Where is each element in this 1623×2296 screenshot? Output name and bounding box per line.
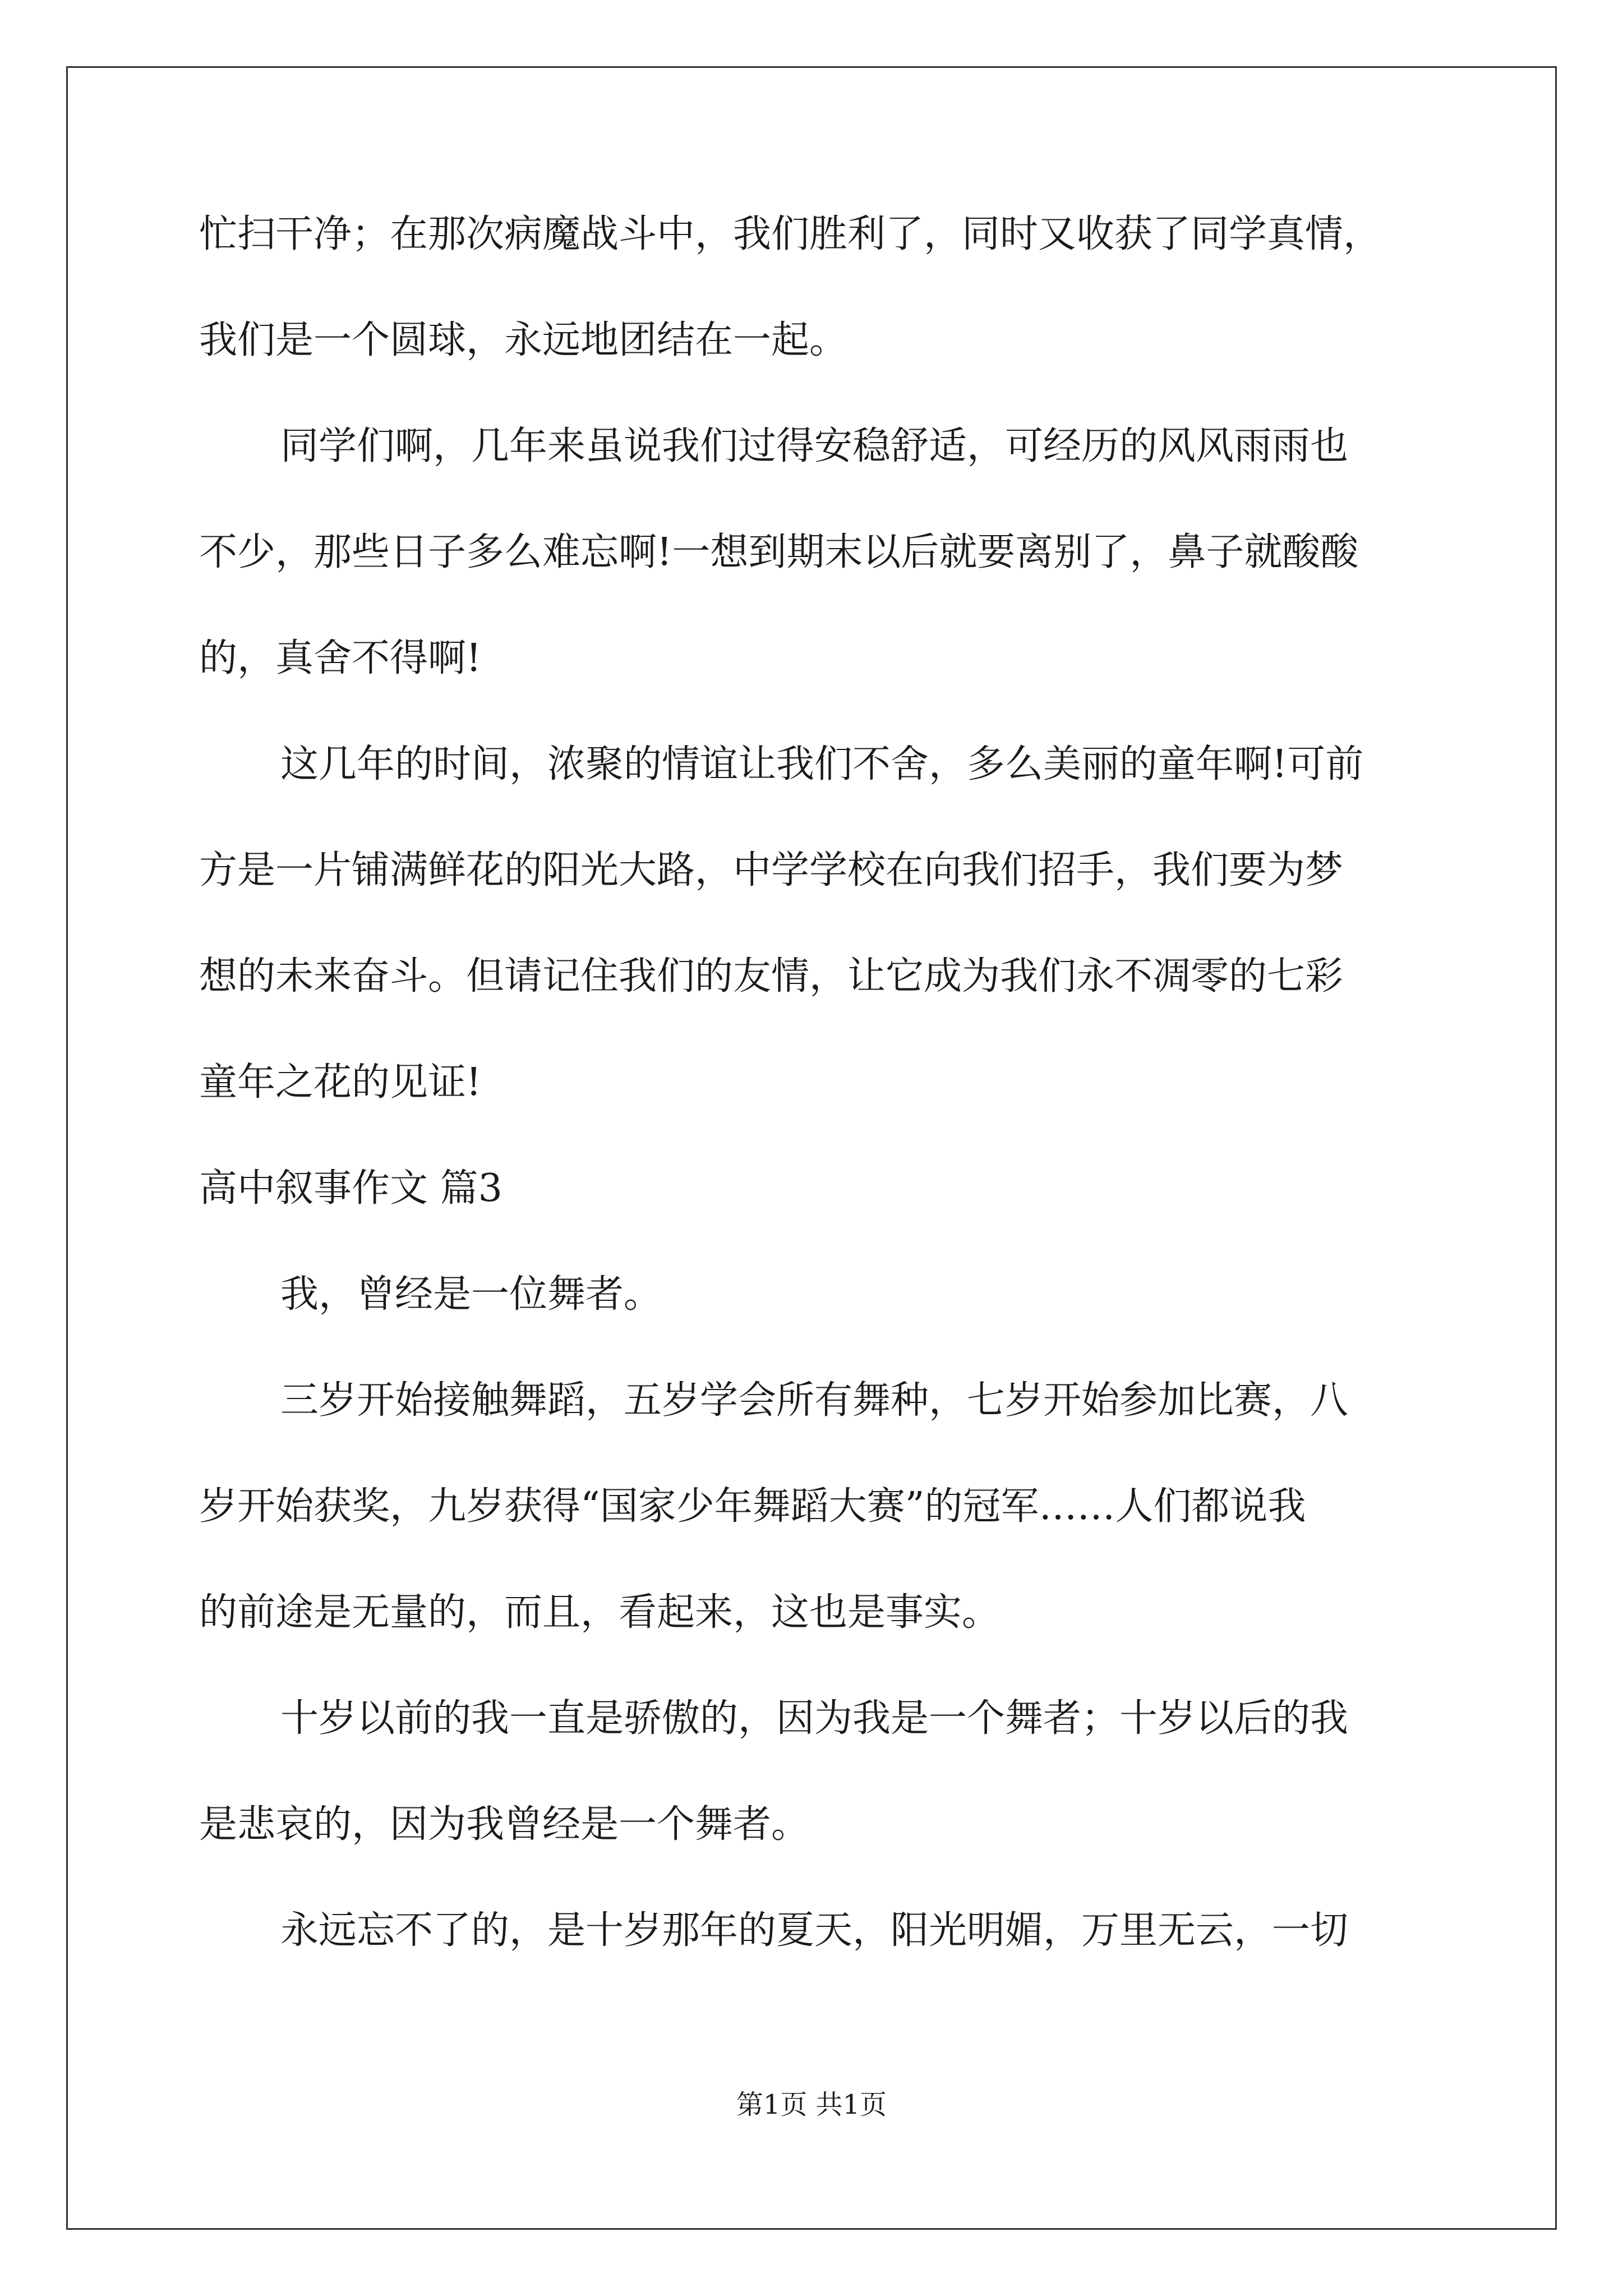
- paragraph-start-line: 十岁以前的我一直是骄傲的，因为我是一个舞者；十岁以后的我: [280, 1696, 1349, 1741]
- text-line: 的，真舍不得啊!: [199, 636, 482, 680]
- text-line: 岁开始获奖，九岁获得“国家少年舞蹈大赛”的冠军……人们都说我: [199, 1484, 1306, 1529]
- text-line: 方是一片铺满鲜花的阳光大路，中学学校在向我们招手，我们要为梦: [199, 848, 1344, 892]
- text-line: 我们是一个圆球，永远地团结在一起。: [199, 318, 848, 362]
- paragraph-start-line: 永远忘不了的，是十岁那年的夏天，阳光明媚，万里无云，一切: [280, 1908, 1349, 1953]
- page-footer: 第1页 共1页: [736, 2089, 887, 2120]
- text-line: 想的未来奋斗。但请记住我们的友情，让它成为我们永不凋零的七彩: [199, 954, 1344, 999]
- text-line: 童年之花的见证!: [199, 1060, 482, 1105]
- paragraph-start-line: 这几年的时间，浓聚的情谊让我们不舍，多么美丽的童年啊!可前: [280, 742, 1364, 786]
- paragraph-start-line: 三岁开始接触舞蹈，五岁学会所有舞种，七岁开始参加比赛，八: [280, 1378, 1349, 1423]
- text-line: 不少，那些日子多么难忘啊!一想到期末以后就要离别了，鼻子就酸酸: [199, 530, 1359, 574]
- text-line: 的前途是无量的，而且，看起来，这也是事实。: [199, 1590, 1000, 1635]
- text-line: 是悲哀的，因为我曾经是一个舞者。: [199, 1802, 810, 1847]
- section-heading: 高中叙事作文 篇3: [199, 1166, 502, 1211]
- text-line: 忙扫干净；在那次病魔战斗中，我们胜利了，同时又收获了同学真情，: [199, 212, 1382, 256]
- paragraph-start-line: 我，曾经是一位舞者。: [280, 1272, 662, 1317]
- paragraph-start-line: 同学们啊，几年来虽说我们过得安稳舒适，可经历的风风雨雨也: [280, 424, 1349, 468]
